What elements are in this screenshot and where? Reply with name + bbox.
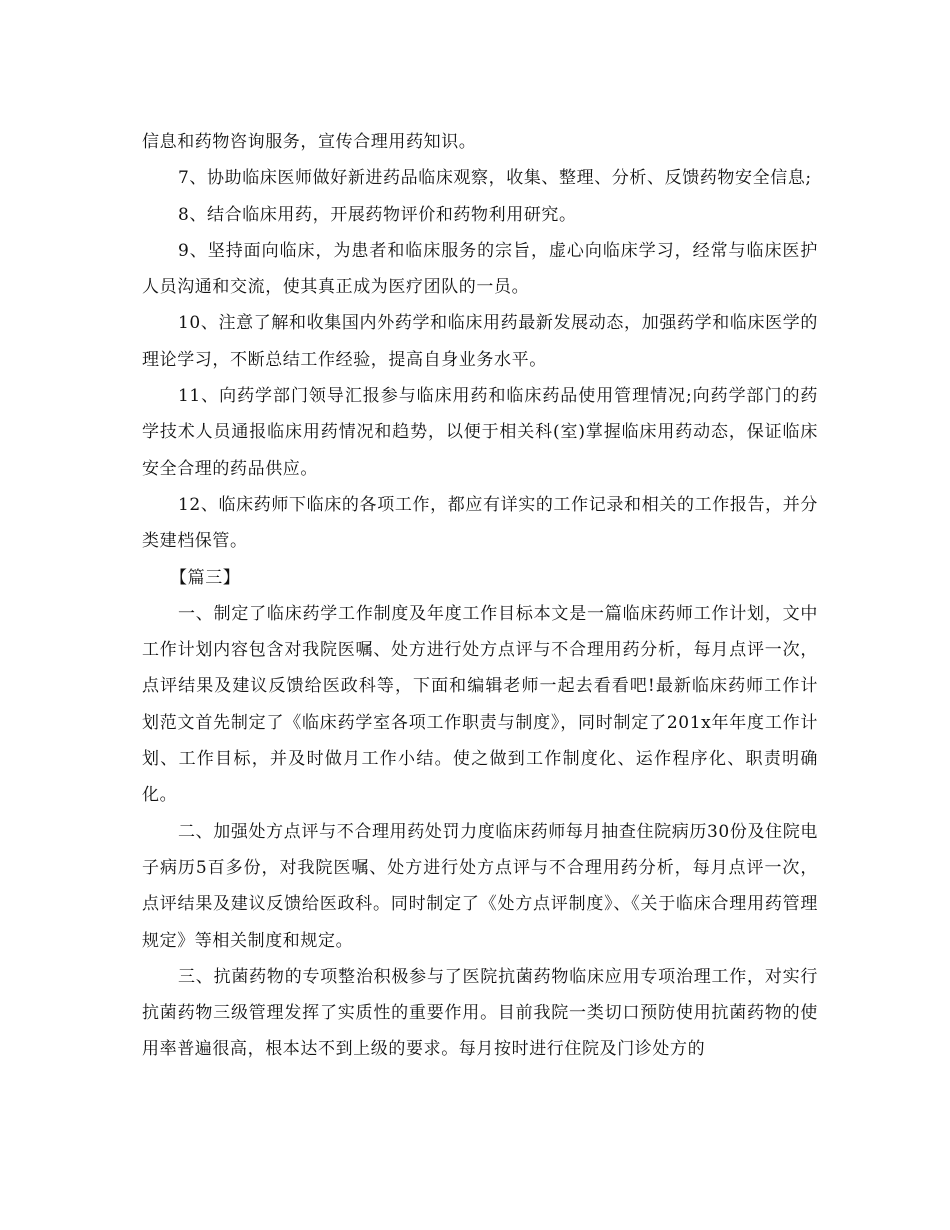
section-paragraph-2: 二、加强处方点评与不合理用药处罚力度临床药师每月抽查住院病历30份及住院电子病历5百多份，对我院医嘱、处方进行处方点评与不合理用药分析，每月点评一次，点评结果及建议反馈给医政科。同时制定了《处方点评制度》、《关于临床合理用药管理规定》等相关制度和规定。 xyxy=(142,821,818,951)
paragraph-item-12: 12、临床药师下临床的各项工作，都应有详实的工作记录和相关的工作报告，并分类建档保管。 xyxy=(142,494,818,552)
paragraph-item-9: 9、坚持面向临床，为患者和临床服务的宗旨，虚心向临床学习，经常与临床医护人员沟通和交流，使其真正成为医疗团队的一员。 xyxy=(142,240,818,298)
section-paragraph-1: 一、制定了临床药学工作制度及年度工作目标本文是一篇临床药师工作计划，文中工作计划内容包含对我院医嘱、处方进行处方点评与不合理用药分析，每月点评一次，点评结果及建议反馈给医政科等，下面和编辑老师一起去看看吧!最新临床药师工作计划范文首先制定了《临床药学室各项工作职责与制度》，同时制定了201x年年度工作计划、工作目标，并及时做月工作小结。使之做到工作制度化、运作程序化、职责明确化。 xyxy=(142,603,818,806)
paragraph-item-10: 10、注意了解和收集国内外药学和临床用药最新发展动态，加强药学和临床医学的理论学习，不断总结工作经验，提高自身业务水平。 xyxy=(142,313,818,370)
paragraph-item-11: 11、向药学部门领导汇报参与临床用药和临床药品使用管理情况;向药学部门的药学技术人员通报临床用药情况和趋势，以便于相关科(室)掌握临床用药动态，保证临床安全合理的药品供应。 xyxy=(142,386,818,479)
paragraph-item-7: 7、协助临床医师做好新进药品临床观察，收集、整理、分析、反馈药物安全信息; xyxy=(178,168,812,189)
section-paragraph-3: 三、抗菌药物的专项整治积极参与了医院抗菌药物临床应用专项治理工作，对实行抗菌药物三级管理发挥了实质性的重要作用。目前我院一类切口预防使用抗菌药物的使用率普遍很高，根本达不到上级的要求。每月按时进行住院及门诊处方的 xyxy=(142,966,818,1060)
section-heading: 【篇三】 xyxy=(170,567,241,588)
paragraph-item-8: 8、结合临床用药，开展药物评价和药物利用研究。 xyxy=(178,204,577,225)
paragraph-continued: 信息和药物咨询服务，宣传合理用药知识。 xyxy=(142,132,477,152)
document-page xyxy=(142,124,818,1068)
